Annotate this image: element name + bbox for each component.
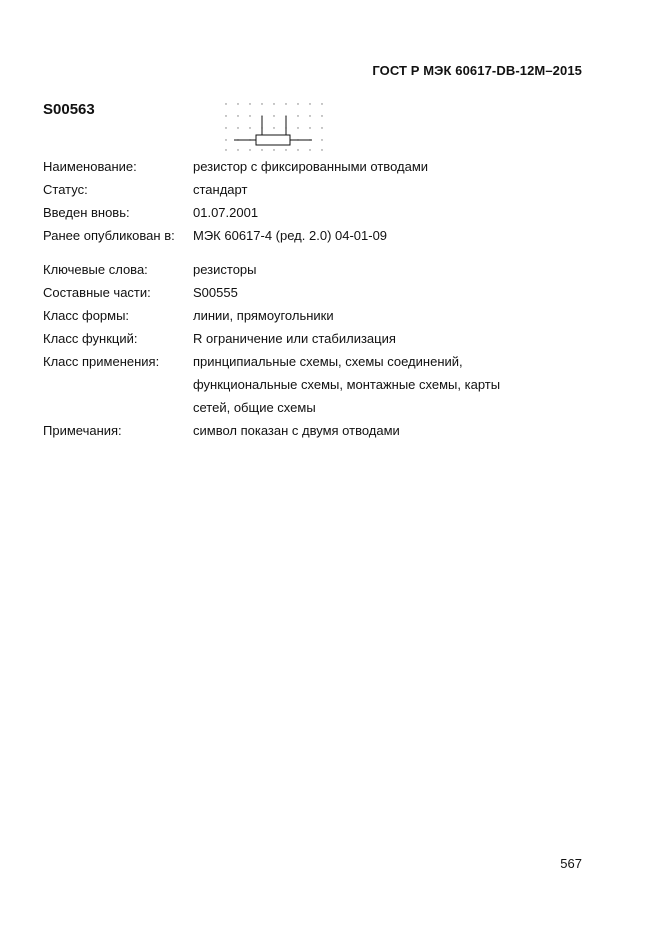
field-application-class-row [43,350,563,419]
field-shape-class-row [43,304,563,327]
field-function-class-row [43,327,563,350]
field-value: МЭК 60617-4 (ред. 2.0) 04-01-09 [193,228,388,243]
field-value: резисторы [193,262,257,277]
field-value: R ограничение или стабилизация [193,331,396,346]
entry-code: S00563 [43,101,95,118]
field-previously-published-row [43,224,563,247]
field-components-row [43,281,563,304]
resistor-body [234,116,312,145]
field-label: Введен вновь: [43,205,130,220]
document-header: ГОСТ Р МЭК 60617-DB-12M–2015 [372,63,582,78]
field-keywords-row [43,258,563,281]
field-label: Статус: [43,182,88,197]
field-value: 01.07.2001 [193,205,259,220]
field-label: Класс применения: [43,354,160,369]
field-label: Составные части: [43,285,151,300]
section-gap [43,247,563,258]
field-value: стандарт [193,182,248,197]
field-value: символ показан с двумя отводами [193,423,400,438]
field-value: S00555 [193,285,238,300]
field-value: резистор с фиксированными отводами [193,159,429,174]
field-notes-row [43,419,563,442]
field-value: принципиальные схемы, схемы соединений, функциональные схемы, монтажные схемы, карты сетей, общие схемы [193,354,501,415]
field-label: Наименование: [43,159,137,174]
field-value: линии, прямоугольники [193,308,334,323]
field-label: Примечания: [43,423,122,438]
resistor-with-fixed-taps-icon [220,98,330,152]
field-label: Ранее опубликован в: [43,228,175,243]
field-status-row [43,178,563,201]
field-label: Класс формы: [43,308,130,323]
entry-fields [43,155,563,442]
page-number: 567 [560,856,582,871]
field-name-row [43,155,563,178]
field-label: Класс функций: [43,331,138,346]
field-introduced-row [43,201,563,224]
field-label: Ключевые слова: [43,262,148,277]
